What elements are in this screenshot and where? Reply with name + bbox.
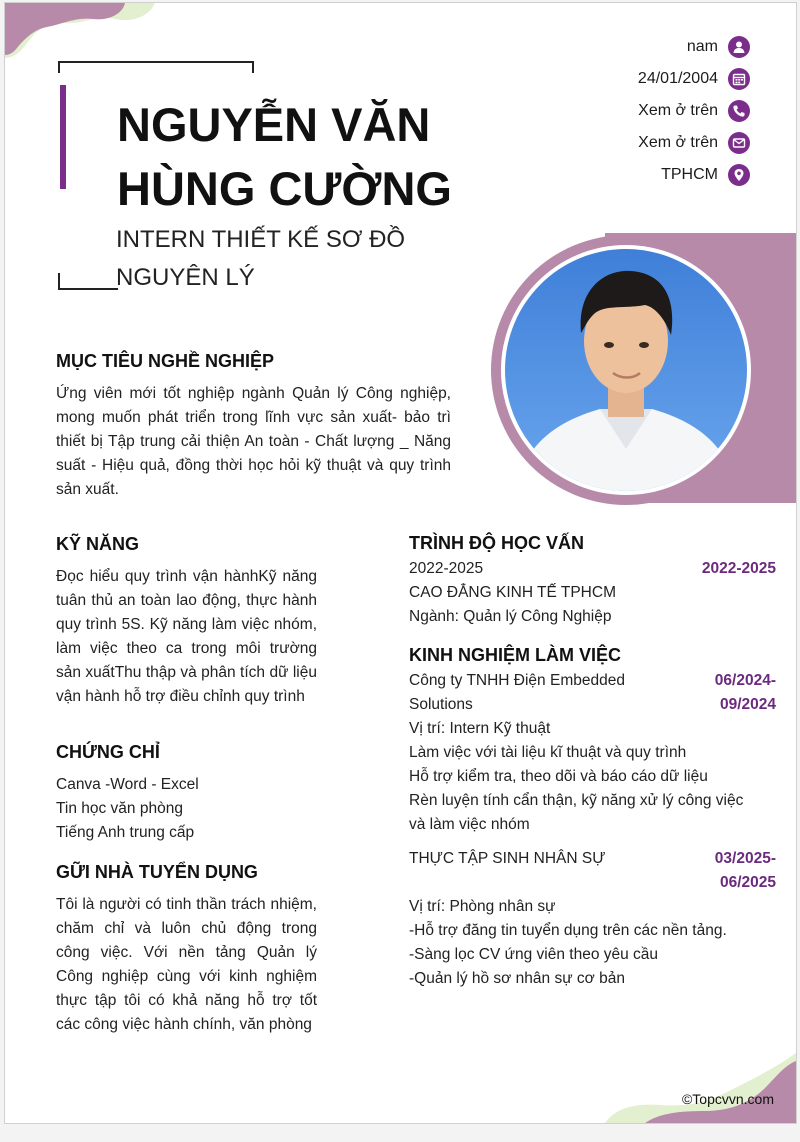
phone-icon [728,100,750,122]
job-detail: -Quản lý hồ sơ nhân sự cơ bản [409,970,625,987]
name-frame-top [58,61,254,73]
education-section [409,533,776,629]
job-date: 06/2025 [719,874,776,891]
certificate-item: Canva -Word - Excel [56,776,199,793]
name-frame-bottom [58,273,118,290]
experience-heading: KINH NGHIỆM LÀM VIỆC [409,645,622,665]
skills-section [56,534,317,709]
job-company: THỰC TẬP SINH NHÂN SỰ [409,850,606,867]
education-row [409,557,776,581]
address-text: TPHCM [661,166,718,183]
contact-birthday [638,63,750,95]
profile-photo [501,245,751,495]
job-company: Solutions [409,696,473,713]
email-text: Xem ở trên [638,134,718,151]
footer-watermark: ©Topcvvn.com [681,1091,774,1107]
certificate-item: Tiếng Anh trung cấp [56,824,195,841]
job-header [409,669,776,717]
profile-photo-image [505,249,747,491]
contact-phone [638,95,750,127]
letter-text: Tôi là người có tinh thần trách nhiệm, chăm chỉ và luôn chủ động trong công việc. Với nền tảng Quản lý Công nghiệp cùng với kinh nghiệm thực tập tôi có khả năng hỗ trợ tốt các công việc hành chính, văn phòng [56,896,317,1033]
skills-heading: KỸ NĂNG [56,534,140,554]
job-detail: Vị trí: Intern Kỹ thuật [409,720,551,737]
contact-address [638,159,750,191]
certificates-section [56,742,317,845]
letter-heading: GỮI NHÀ TUYỂN DỤNG [56,862,258,882]
name-line: NGUYỄN VĂN [117,98,431,151]
job-detail: -Sàng lọc CV ứng viên theo yêu cầu [409,946,659,963]
job-date: 03/2025- [714,850,776,867]
job-line: NGUYÊN LÝ [116,264,255,291]
objective-text: Ứng viên mới tốt nghiệp ngành Quản lý Công nghiệp, mong muốn phát triển trong lĩnh vực sản xuất- bảo trì thiết bị Tập trung cải thiện An toàn - Chất lượng _ Năng suất - Hiệu quả, đồng thời học hỏi kỹ thuật và quy trình sản xuất. [56,385,451,498]
job-line: INTERN THIẾT KẾ SƠ ĐỒ [116,226,406,253]
cv-page [4,2,797,1124]
birthday-text: 24/01/2004 [637,70,718,87]
bottom-right-decoration [605,1053,796,1123]
job-company: Công ty TNHH Điện Embedded [409,672,625,689]
mail-icon [728,132,750,154]
job-date: 06/2024- [714,672,776,689]
calendar-icon [728,68,750,90]
skills-text: Đọc hiểu quy trình vận hànhKỹ năng tuân thủ an toàn lao động, thực hành quy trình 5S. Kỹ năng làm việc nhóm, làm việc theo ca trong môi trường sản xuấtThu thập và phân tích dữ liệu vận hành hỗ trợ điều chỉnh quy trình [56,568,317,705]
certificates-heading: CHỨNG CHỈ [56,742,160,762]
phone-text: Xem ở trên [638,102,718,119]
candidate-name [117,93,477,221]
job-detail: Vị trí: Phòng nhân sự [409,898,556,915]
certificate-item: Tin học văn phòng [56,800,183,817]
letter-section [56,862,317,1037]
job-detail: Rèn luyện tính cẩn thận, kỹ năng xử lý công việc [409,792,744,809]
job-detail: -Hỗ trợ đăng tin tuyển dụng trên các nền tảng. [409,922,727,939]
education-date: 2022-2025 [701,560,776,577]
job-header [409,847,776,895]
job-date: 09/2024 [719,696,776,713]
accent-bar [60,85,66,189]
top-left-decoration [5,3,165,63]
job-title [116,221,446,297]
contact-info [638,31,750,191]
education-period: 2022-2025 [409,560,484,577]
contact-email [638,127,750,159]
contact-gender [638,31,750,63]
name-line: HÙNG CƯỜNG [117,162,452,215]
job-detail: và làm việc nhóm [409,816,530,833]
experience-section [409,645,776,991]
location-icon [728,164,750,186]
education-heading: TRÌNH ĐỘ HỌC VẤN [409,533,584,553]
job-detail: Làm việc với tài liệu kĩ thuật và quy trình [409,744,687,761]
job-detail: Hỗ trợ kiểm tra, theo dõi và báo cáo dữ liệu [409,768,708,785]
objective-heading: MỤC TIÊU NGHỀ NGHIỆP [56,351,275,371]
education-major: Ngành: Quản lý Công Nghiệp [409,608,612,625]
education-school: CAO ĐẲNG KINH TẾ TPHCM [409,584,616,601]
gender-text: nam [686,38,718,55]
user-icon [728,36,750,58]
objective-section [56,351,451,502]
